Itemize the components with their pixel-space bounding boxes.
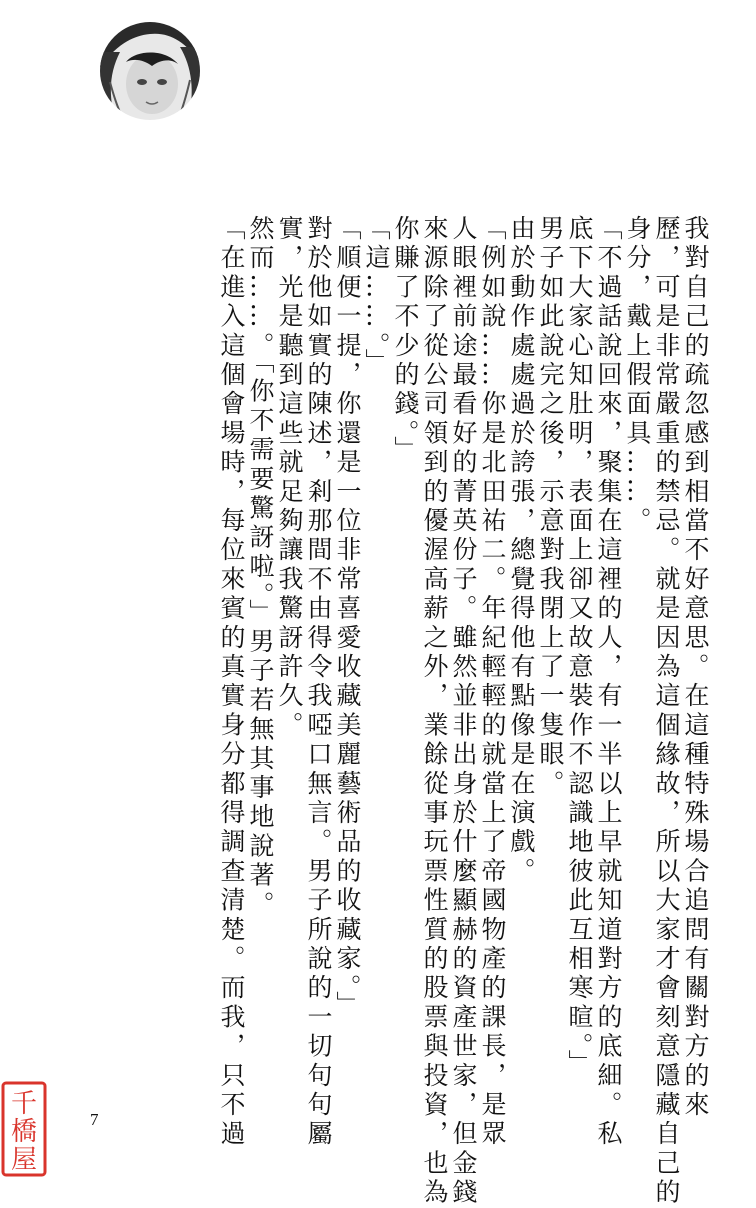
text-column: 對於他如實的陳述，剎那間不由得令我啞口無言。男子所說的一切句句屬 xyxy=(304,215,333,1150)
text-column: 來源除了從公司領到的優渥高薪之外，業餘從事玩票性質的股票與投資，也為 xyxy=(420,215,449,1208)
text-column: 你賺了不少的錢。」 xyxy=(391,215,420,466)
text-column: 我對自己的疏忽感到相當不好意思。在這種特殊場合追問有關對方的來 xyxy=(681,215,710,1121)
text-column: 由於動作處處過於誇張，總覺得他有點像是在演戲。 xyxy=(507,215,536,887)
page-number: 7 xyxy=(90,1110,99,1129)
portrait-illustration xyxy=(100,22,200,120)
text-column: 「在進入這個會場時，每位來賓的真實身分都得調查清楚。而我，只不過 xyxy=(217,215,246,1150)
svg-text:屋: 屋 xyxy=(10,1145,38,1175)
text-column: 「例如說……你是北田祐二。年紀輕輕的就當上了帝國物產的課長，是眾 xyxy=(478,215,507,1150)
svg-text:千: 千 xyxy=(10,1089,38,1119)
text-column: 人眼裡前途最看好的菁英份子。雖然並非出身於什麼顯赫的資產世家，但金錢 xyxy=(449,215,478,1208)
text-column: 歷，可是非常嚴重的禁忌。就是因為這個緣故，所以大家才會刻意隱藏自己的 xyxy=(652,215,681,1208)
svg-text:橋: 橋 xyxy=(10,1117,38,1147)
text-column: 身分，戴上假面具……。 xyxy=(623,215,652,537)
text-column: 底下大家心知肚明，表面上卻又故意裝作不認識地彼此互相寒暄。」 xyxy=(565,215,594,1079)
text-column: 「不過話說回來，聚集在這裡的人，有一半以上早就知道對方的底細。私 xyxy=(594,215,623,1150)
text-column: 「順便一提，你還是一位非常喜愛收藏美麗藝術品的收藏家。」 xyxy=(333,215,362,1021)
text-column: 男子如此說完之後，示意對我閉上了一隻眼。 xyxy=(536,215,565,799)
seal-stamp xyxy=(0,1080,48,1178)
text-column: 「這……。」 xyxy=(362,215,391,378)
text-column: 然而……。「你不需要驚訝啦。」男子若無其事地說著。 xyxy=(246,215,275,920)
text-column: 實，光是聽到這些就足夠讓我驚訝許久。 xyxy=(275,215,304,741)
